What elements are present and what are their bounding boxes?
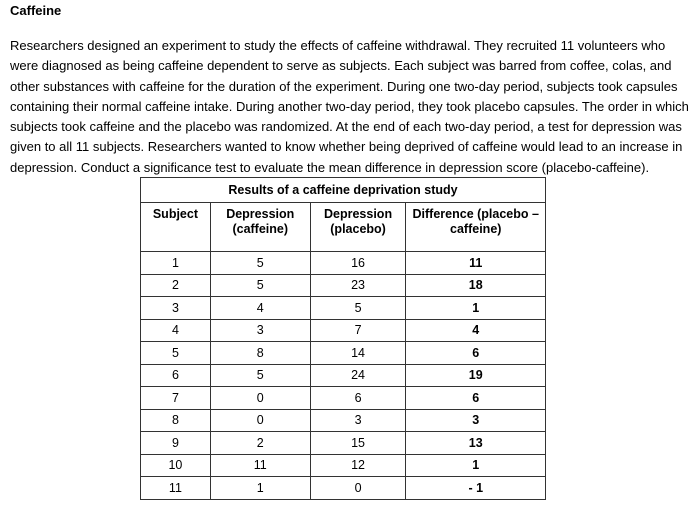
placebo-cell: 15 bbox=[310, 432, 406, 455]
caffeine-cell: 3 bbox=[210, 319, 310, 342]
table-row bbox=[141, 454, 546, 477]
caffeine-cell: 5 bbox=[210, 274, 310, 297]
difference-cell: 13 bbox=[406, 432, 546, 455]
subject-cell: 2 bbox=[141, 274, 211, 297]
table-header-row bbox=[141, 203, 546, 252]
table-row bbox=[141, 477, 546, 500]
placebo-cell: 7 bbox=[310, 319, 406, 342]
placebo-cell: 6 bbox=[310, 387, 406, 410]
problem-paragraph: Researchers designed an experiment to study the effects of caffeine withdrawal. They recruited 11 volunteers who were diagnosed as being caffeine dependent to serve as subjects. Each subject was barred from coffee, colas, and other substances with caffeine for the duration of the experiment. During one two-day period, subjects took capsules containing their normal caffeine intake. During another two-day period, they took placebo capsules. The order in which subjects took caffeine and the placebo was randomized. At the end of each two-day period, a test for depression was given to all 11 subjects. Researchers wanted to know whether being deprived of caffeine would lead to an increase in depression. Conduct a significance test to evaluate the mean difference in depression score (placebo-caffeine). bbox=[10, 38, 689, 175]
difference-cell: 6 bbox=[406, 342, 546, 365]
difference-cell: - 1 bbox=[406, 477, 546, 500]
caffeine-results-table bbox=[140, 177, 546, 500]
placebo-cell: 12 bbox=[310, 454, 406, 477]
table-row bbox=[141, 364, 546, 387]
table-row bbox=[141, 274, 546, 297]
table-row bbox=[141, 387, 546, 410]
data-table-container bbox=[140, 177, 546, 500]
difference-cell: 1 bbox=[406, 454, 546, 477]
subject-cell: 4 bbox=[141, 319, 211, 342]
placebo-cell: 3 bbox=[310, 409, 406, 432]
subject-cell: 1 bbox=[141, 252, 211, 275]
column-header: Depression (placebo) bbox=[310, 203, 406, 252]
difference-cell: 6 bbox=[406, 387, 546, 410]
difference-cell: 1 bbox=[406, 297, 546, 320]
caffeine-cell: 5 bbox=[210, 252, 310, 275]
caffeine-cell: 8 bbox=[210, 342, 310, 365]
subject-cell: 7 bbox=[141, 387, 211, 410]
table-row bbox=[141, 409, 546, 432]
subject-cell: 6 bbox=[141, 364, 211, 387]
column-header: Difference (placebo – caffeine) bbox=[406, 203, 546, 252]
placebo-cell: 0 bbox=[310, 477, 406, 500]
caffeine-cell: 5 bbox=[210, 364, 310, 387]
subject-cell: 5 bbox=[141, 342, 211, 365]
difference-cell: 18 bbox=[406, 274, 546, 297]
placebo-cell: 23 bbox=[310, 274, 406, 297]
caffeine-cell: 2 bbox=[210, 432, 310, 455]
difference-cell: 19 bbox=[406, 364, 546, 387]
page-heading: Caffeine bbox=[10, 3, 62, 18]
caffeine-cell: 11 bbox=[210, 454, 310, 477]
subject-cell: 11 bbox=[141, 477, 211, 500]
placebo-cell: 14 bbox=[310, 342, 406, 365]
table-row bbox=[141, 252, 546, 275]
difference-cell: 11 bbox=[406, 252, 546, 275]
column-header: Depression (caffeine) bbox=[210, 203, 310, 252]
table-row bbox=[141, 319, 546, 342]
caffeine-cell: 1 bbox=[210, 477, 310, 500]
difference-cell: 3 bbox=[406, 409, 546, 432]
caffeine-cell: 0 bbox=[210, 409, 310, 432]
table-caption: Results of a caffeine deprivation study bbox=[141, 178, 546, 203]
placebo-cell: 24 bbox=[310, 364, 406, 387]
caffeine-cell: 0 bbox=[210, 387, 310, 410]
difference-cell: 4 bbox=[406, 319, 546, 342]
subject-cell: 8 bbox=[141, 409, 211, 432]
placebo-cell: 16 bbox=[310, 252, 406, 275]
subject-cell: 10 bbox=[141, 454, 211, 477]
table-row bbox=[141, 297, 546, 320]
column-header: Subject bbox=[141, 203, 211, 252]
caffeine-cell: 4 bbox=[210, 297, 310, 320]
table-row bbox=[141, 342, 546, 365]
subject-cell: 9 bbox=[141, 432, 211, 455]
subject-cell: 3 bbox=[141, 297, 211, 320]
table-row bbox=[141, 432, 546, 455]
placebo-cell: 5 bbox=[310, 297, 406, 320]
